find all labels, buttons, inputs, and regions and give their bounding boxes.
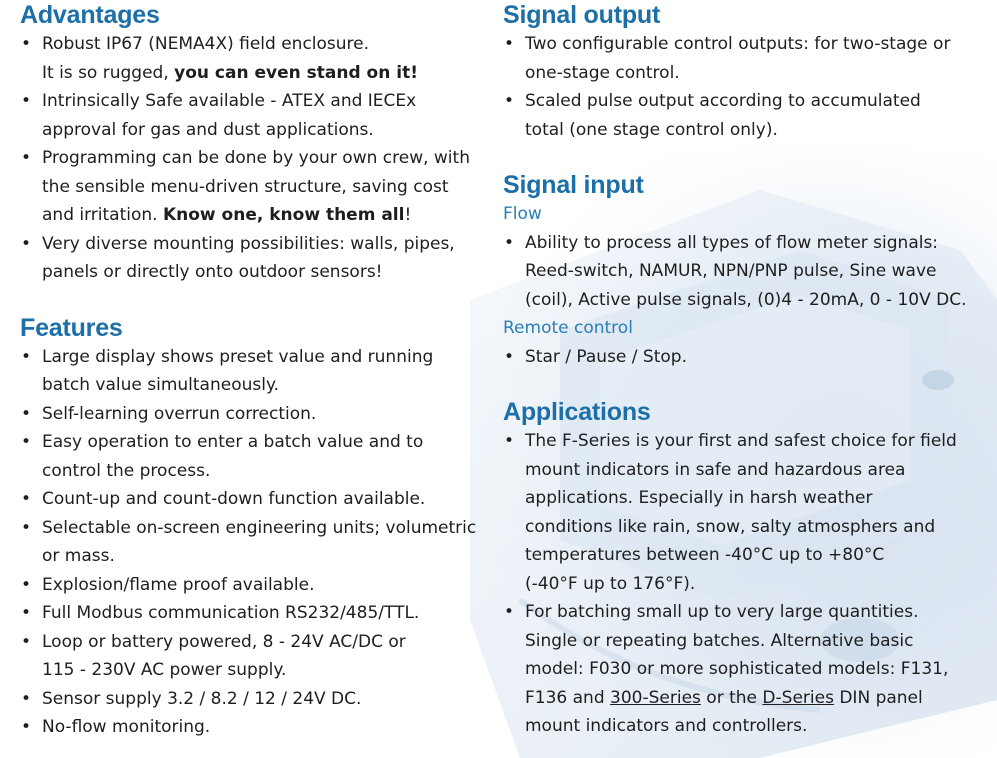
list-item: • For batching small up to very large quantities. Single or repeating batches. Alternative basic model: F030 or more sophisticated models: F131, F136 and 300-Series or the D-Series DIN panel mount indicators and controllers. xyxy=(503,598,983,741)
remote-control-list xyxy=(503,343,983,372)
features-list xyxy=(20,343,490,742)
bullet-icon: • xyxy=(21,34,32,54)
bullet-icon: • xyxy=(21,432,32,452)
bullet-icon: • xyxy=(504,232,515,253)
remote-control-subheading: Remote control xyxy=(503,318,633,338)
right-column xyxy=(503,0,983,741)
list-item: • Sensor supply 3.2 / 8.2 / 12 / 24V DC. xyxy=(20,685,490,714)
bullet-icon: • xyxy=(21,403,32,424)
advantages-heading: Advantages xyxy=(20,1,160,29)
bullet-icon: • xyxy=(504,602,515,622)
list-item: • Intrinsically Safe available - ATEX and IECEx approval for gas and dust applications. xyxy=(20,87,490,144)
list-item: • Loop or battery powered, 8 - 24V AC/DC or 115 - 230V AC power supply. xyxy=(20,628,490,685)
applications-heading: Applications xyxy=(503,398,651,426)
bullet-icon: • xyxy=(21,517,32,538)
list-item: • Count-up and count-down function available. xyxy=(20,485,490,514)
bullet-icon: • xyxy=(21,603,32,623)
signal-input-heading: Signal input xyxy=(503,171,644,199)
bullet-icon: • xyxy=(21,688,32,709)
bullet-icon: • xyxy=(21,631,32,652)
list-item: • Full Modbus communication RS232/485/TTL. xyxy=(20,599,490,628)
bullet-icon: • xyxy=(504,34,515,54)
bullet-icon: • xyxy=(504,346,515,367)
bullet-icon: • xyxy=(21,233,32,254)
list-item: • Very diverse mounting possibilities: walls, pipes, panels or directly onto outdoor sensors! xyxy=(20,230,490,287)
list-item: • No-flow monitoring. xyxy=(20,713,490,742)
bullet-icon: • xyxy=(21,574,32,595)
signal-output-list xyxy=(503,30,983,144)
link-d-series[interactable]: D-Series xyxy=(762,687,834,708)
bullet-icon: • xyxy=(504,431,515,451)
list-item: • Robust IP67 (NEMA4X) field enclosure. It is so rugged, you can even stand on it! xyxy=(20,30,490,87)
list-item: • Easy operation to enter a batch value and to control the process. xyxy=(20,428,490,485)
list-item: • Explosion/flame proof available. xyxy=(20,571,490,600)
signal-output-heading: Signal output xyxy=(503,1,661,29)
left-column xyxy=(20,0,490,742)
list-item: • Large display shows preset value and running batch value simultaneously. xyxy=(20,343,490,400)
list-item: • Scaled pulse output according to accumulated total (one stage control only). xyxy=(503,87,983,144)
bullet-icon: • xyxy=(21,346,32,367)
list-item: • The F-Series is your first and safest choice for field mount indicators in safe and hazardous area applications. Especially in harsh weather conditions like rain, snow, salty atmosphers and temperatures between -40°C up to +80°C (-40°F up to 176°F). xyxy=(503,427,983,598)
features-heading: Features xyxy=(20,313,123,342)
flow-list xyxy=(503,229,983,315)
bullet-icon: • xyxy=(21,717,32,737)
link-300-series[interactable]: 300-Series xyxy=(610,687,701,708)
list-item: • Star / Pause / Stop. xyxy=(503,343,983,372)
list-item: • Two configurable control outputs: for two-stage or one-stage control. xyxy=(503,30,983,87)
list-item: • Ability to process all types of flow meter signals: Reed-switch, NAMUR, NPN/PNP pulse, Sine wave (coil), Active pulse signals, (0)4 - 20mA, 0 - 10V DC. xyxy=(503,229,983,315)
bullet-icon: • xyxy=(21,489,32,509)
bullet-icon: • xyxy=(21,91,32,111)
advantages-list xyxy=(20,30,490,287)
flow-subheading: Flow xyxy=(503,204,542,224)
bullet-icon: • xyxy=(504,91,515,111)
list-item: • Selectable on-screen engineering units; volumetric or mass. xyxy=(20,514,490,571)
list-item: • Self-learning overrun correction. xyxy=(20,400,490,429)
applications-list xyxy=(503,427,983,741)
bullet-icon: • xyxy=(21,148,32,168)
list-item: • Programming can be done by your own crew, with the sensible menu-driven structure, saving cost and irritation. Know one, know them all! xyxy=(20,144,490,230)
